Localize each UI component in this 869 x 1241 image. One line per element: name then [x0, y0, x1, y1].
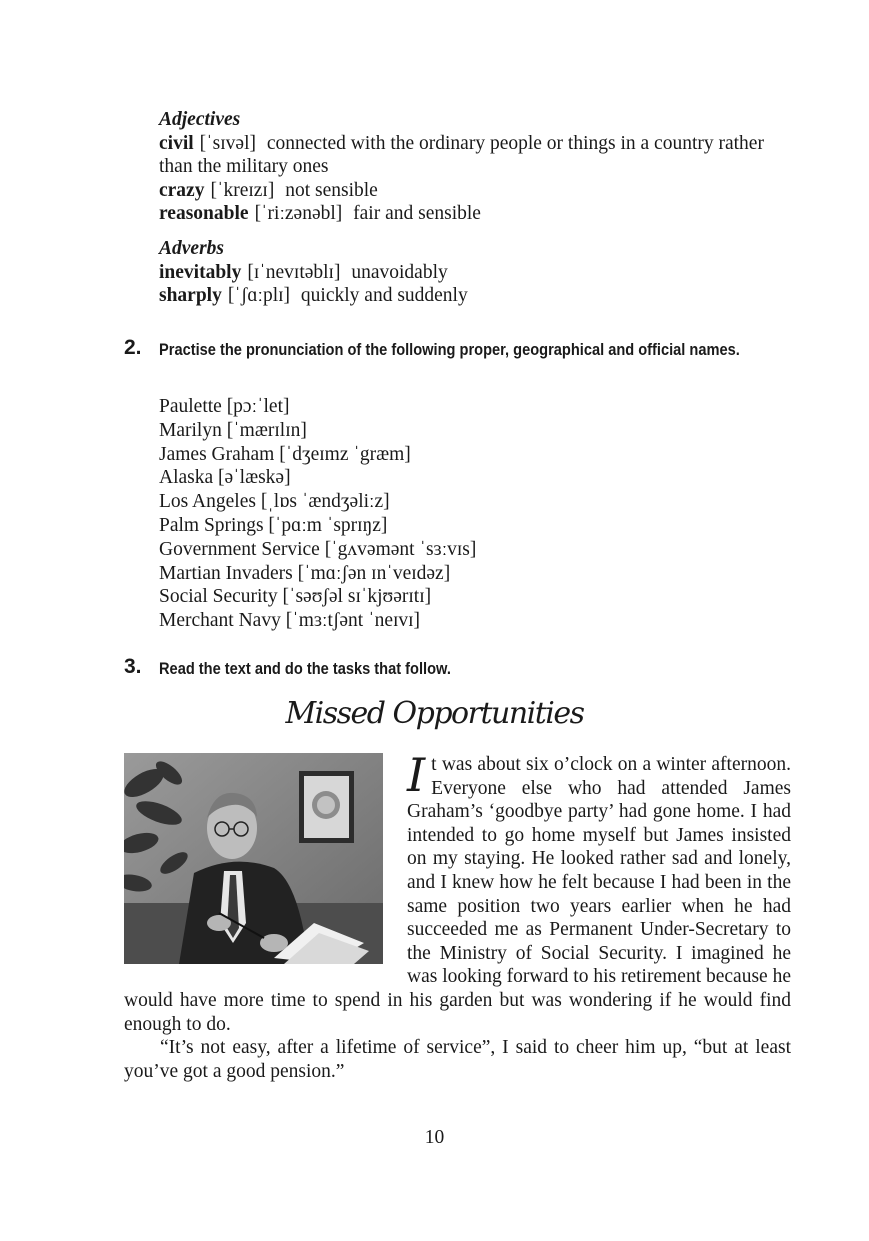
list-item: Marilyn [ˈmærɪlɪn]	[159, 419, 307, 441]
vocab-word: crazy	[159, 179, 205, 201]
vocab-phonetic: [ˈʃɑːplɪ]	[227, 285, 291, 306]
adverbs-heading: Adverbs	[159, 238, 224, 259]
list-item: Martian Invaders [ˈmɑːʃən ɪnˈveɪdəz]	[159, 562, 451, 584]
list-item: Social Security [ˈsəʊʃəl sɪˈkjʊərɪtɪ]	[159, 586, 432, 608]
vocab-entry	[159, 202, 791, 226]
vocab-definition: quickly and suddenly	[300, 285, 468, 306]
page-number: 10	[424, 1127, 445, 1148]
vocab-definition: not sensible	[285, 179, 378, 201]
task-2	[124, 338, 791, 361]
task-instruction: Practise the pronunciation of the following proper, geographical and official names.	[159, 340, 740, 359]
vocab-definition: unavoidably	[351, 261, 448, 283]
task-instruction: Read the text and do the tasks that follow.	[159, 659, 451, 678]
list-item: Palm Springs [ˈpɑːm ˈsprɪŋz]	[159, 514, 388, 536]
vocab-definition: fair and sensible	[353, 203, 481, 224]
story-paragraph-2: “It’s not easy, after a lifetime of service”, I said to cheer him up, “but at least you’ve got a good pension.”	[124, 1037, 791, 1082]
list-item: Alaska [əˈlæskə]	[159, 467, 291, 489]
vocab-phonetic: [ˈsɪvəl]	[199, 132, 256, 154]
photo-space	[124, 753, 407, 977]
story-paragraph-1: t was about six o’clock on a winter afternoon. Everyone else who had attended James Graham’s ‘goodbye party’ had gone home. I had intended to go home myself but James insisted on my staying. He looked rather sad and lonely, and I knew how he felt because I had been in the same position two years earlier when he had succeeded me as Permanent Under-Secretary to the Ministry of Social Security. I imagined he was looking forward to his retirement because he would have more time to spend in his garden but was wondering if he would find enough to do.	[124, 754, 791, 1035]
adverbs-section	[159, 237, 791, 308]
adjectives-section	[159, 108, 791, 226]
adjectives-heading: Adjectives	[159, 109, 241, 130]
vocab-phonetic: [ˈkreɪzɪ]	[210, 179, 275, 201]
pronunciation-list	[159, 395, 476, 633]
vocab-entry	[159, 261, 791, 285]
vocab-word: inevitably	[159, 261, 242, 283]
task-number: 2.	[124, 336, 142, 359]
vocab-word: reasonable	[159, 203, 249, 224]
list-item: Los Angeles [ˌlɒs ˈændʒəliːz]	[159, 491, 390, 513]
task-3	[124, 657, 791, 680]
vocab-word: sharply	[159, 285, 222, 306]
list-item: James Graham [ˈdʒeɪmz ˈgræm]	[159, 443, 411, 465]
list-item: Government Service [ˈgʌvəmənt ˈsɜːvɪs]	[159, 538, 477, 560]
list-item: Merchant Navy [ˈmɜːtʃənt ˈneɪvɪ]	[159, 610, 421, 632]
story-text	[124, 748, 791, 1083]
vocab-definition: connected with the ordinary people or things in a country rather than the military ones	[159, 132, 764, 177]
vocab-entry	[159, 132, 791, 179]
vocab-phonetic: [ɪˈnevɪtəblɪ]	[247, 261, 341, 283]
vocab-entry	[159, 179, 791, 203]
vocab-phonetic: [ˈriːzənəbl]	[254, 203, 343, 224]
vocab-word: civil	[159, 132, 194, 154]
vocab-entry	[159, 284, 791, 308]
list-item: Paulette [pɔːˈlet]	[159, 396, 290, 417]
story-title: Missed Opportunities	[285, 696, 584, 731]
task-number: 3.	[124, 655, 142, 678]
drop-cap: I	[407, 748, 426, 802]
